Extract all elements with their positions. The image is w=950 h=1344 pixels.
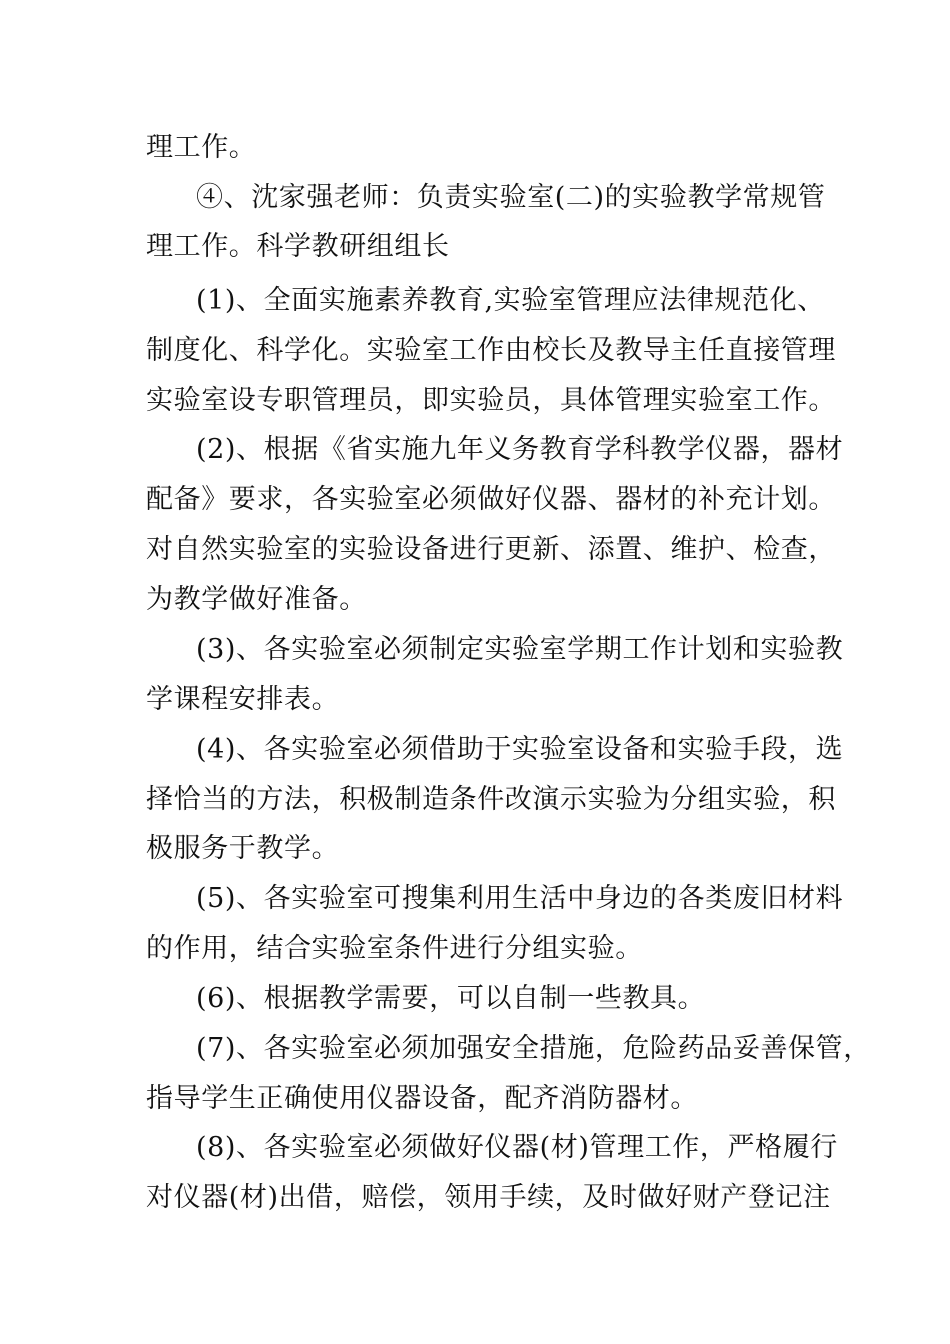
text-line: 制度化、科学化。实验室工作由校长及教导主任直接管理 (146, 335, 836, 366)
text-line: (8)、各实验室必须做好仪器(材)管理工作，严格履行 (196, 1132, 838, 1163)
text-line: 配备》要求，各实验室必须做好仪器、器材的补充计划。 (146, 484, 836, 515)
text-line: (5)、各实验室可搜集利用生活中身边的各类废旧材料 (196, 883, 844, 914)
text-line: ④、沈家强老师：负责实验室(二)的实验教学常规管 (196, 182, 826, 213)
text-line: 学课程安排表。 (146, 684, 340, 715)
text-line: 对自然实验室的实验设备进行更新、添置、维护、检查， (146, 534, 836, 565)
text-line: (1)、全面实施素养教育,实验室管理应法律规范化、 (196, 285, 825, 316)
text-line: 理工作。科学教研组组长 (146, 231, 450, 262)
text-line: 对仪器(材)出借，赔偿，领用手续，及时做好财产登记注 (146, 1182, 831, 1213)
text-line: 理工作。 (146, 132, 257, 163)
text-line: 极服务于教学。 (146, 833, 340, 864)
text-line: 实验室设专职管理员，即实验员，具体管理实验室工作。 (146, 385, 836, 416)
text-line: 择恰当的方法，积极制造条件改演示实验为分组实验，积 (146, 784, 836, 815)
text-line: 的作用，结合实验室条件进行分组实验。 (146, 933, 643, 964)
text-line: 指导学生正确使用仪器设备，配齐消防器材。 (146, 1083, 698, 1114)
text-line: (7)、各实验室必须加强安全措施，危险药品妥善保管， (196, 1033, 871, 1064)
text-line: (6)、根据教学需要，可以自制一些教具。 (196, 983, 706, 1014)
text-line: (4)、各实验室必须借助于实验室设备和实验手段，选 (196, 734, 844, 765)
text-line: 为教学做好准备。 (146, 584, 367, 615)
text-line: (3)、各实验室必须制定实验室学期工作计划和实验教 (196, 634, 844, 665)
text-line: (2)、根据《省实施九年义务教育学科教学仪器，器材 (196, 434, 844, 465)
